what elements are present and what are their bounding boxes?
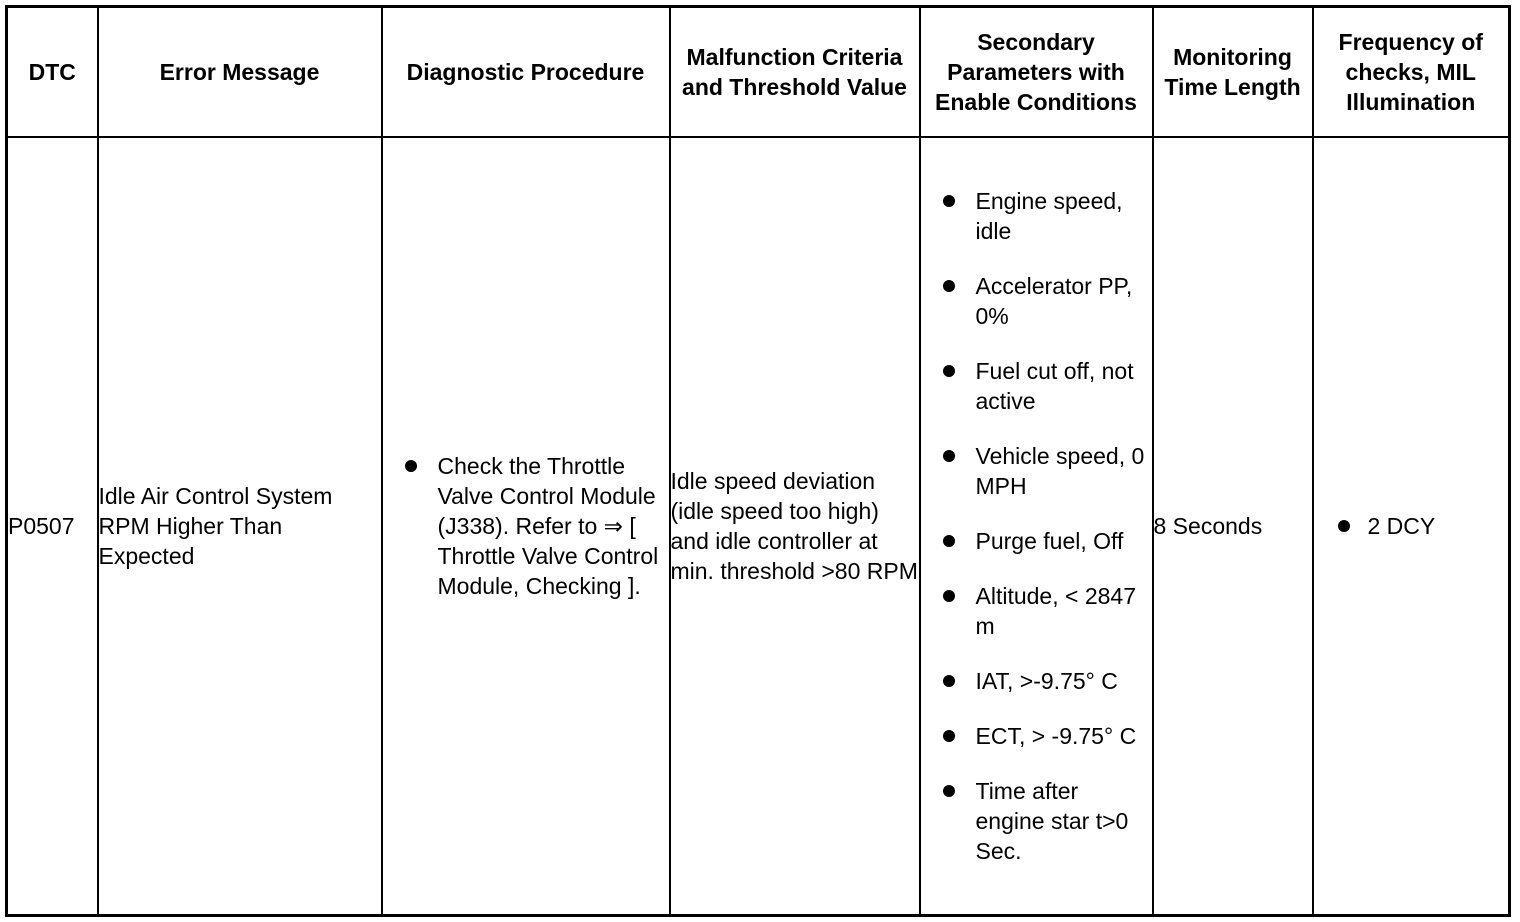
malfunction-criteria: Idle speed deviation (idle speed too high) and idle controller at min. threshold >80 RPM [670,137,920,916]
frequency-list [1314,511,1509,541]
bullet-icon [943,280,955,292]
bullet-icon [943,195,955,207]
parameter-item-text: Vehicle speed, 0 MPH [975,443,1145,499]
parameter-item-text: Accelerator PP, 0% [975,273,1133,329]
parameter-item [921,581,1152,641]
bullet-icon [943,535,955,547]
header-error-message: Error Message [98,7,382,138]
diagnostic-procedure-cell [382,137,670,916]
procedure-item-text: Check the Throttle Valve Control Module (J338). Refer to ⇒ [ Throttle Valve Control Module, Checking ]. [437,453,659,599]
parameter-item [921,271,1152,331]
parameter-item-text: ECT, > -9.75° C [975,723,1137,749]
parameter-item [921,526,1152,556]
dtc-code: P0507 [7,137,98,916]
bullet-icon [943,590,955,602]
header-row [7,7,1510,138]
secondary-parameters-cell [920,137,1153,916]
parameter-item [921,356,1152,416]
bullet-icon [943,785,955,797]
table-row [7,137,1510,916]
parameter-item-text: Purge fuel, Off [975,528,1124,554]
parameter-item-text: Engine speed, idle [975,188,1123,244]
dtc-table [5,5,1511,917]
header-monitoring-time: Monitoring Time Length [1153,7,1313,138]
error-message: Idle Air Control System RPM Higher Than Expected [98,137,382,916]
parameter-item-text: Fuel cut off, not active [975,358,1134,414]
frequency-item-text: 2 DCY [1367,513,1436,539]
bullet-icon [943,450,955,462]
bullet-icon [943,730,955,742]
header-malfunction-criteria: Malfunction Criteria and Threshold Value [670,7,920,138]
parameter-item-text: IAT, >-9.75° C [975,668,1118,694]
frequency-cell [1313,137,1510,916]
parameter-item [921,666,1152,696]
parameter-item-text: Time after engine star t>0 Sec. [975,778,1129,864]
parameter-item-text: Altitude, < 2847 m [975,583,1136,639]
secondary-parameters-list [921,186,1152,866]
frequency-item [1314,511,1509,541]
parameter-item [921,776,1152,866]
bullet-icon [1338,520,1350,532]
bullet-icon [405,460,417,472]
procedure-item [383,451,669,601]
header-diagnostic-procedure: Diagnostic Procedure [382,7,670,138]
parameter-item [921,441,1152,501]
bullet-icon [943,675,955,687]
parameter-item [921,186,1152,246]
header-frequency: Frequency of checks, MIL Illumination [1313,7,1510,138]
bullet-icon [943,365,955,377]
diagnostic-procedure-list [383,451,669,601]
monitoring-time: 8 Seconds [1153,137,1313,916]
parameter-item [921,721,1152,751]
header-secondary-parameters: Secondary Parameters with Enable Conditions [920,7,1153,138]
header-dtc: DTC [7,7,98,138]
